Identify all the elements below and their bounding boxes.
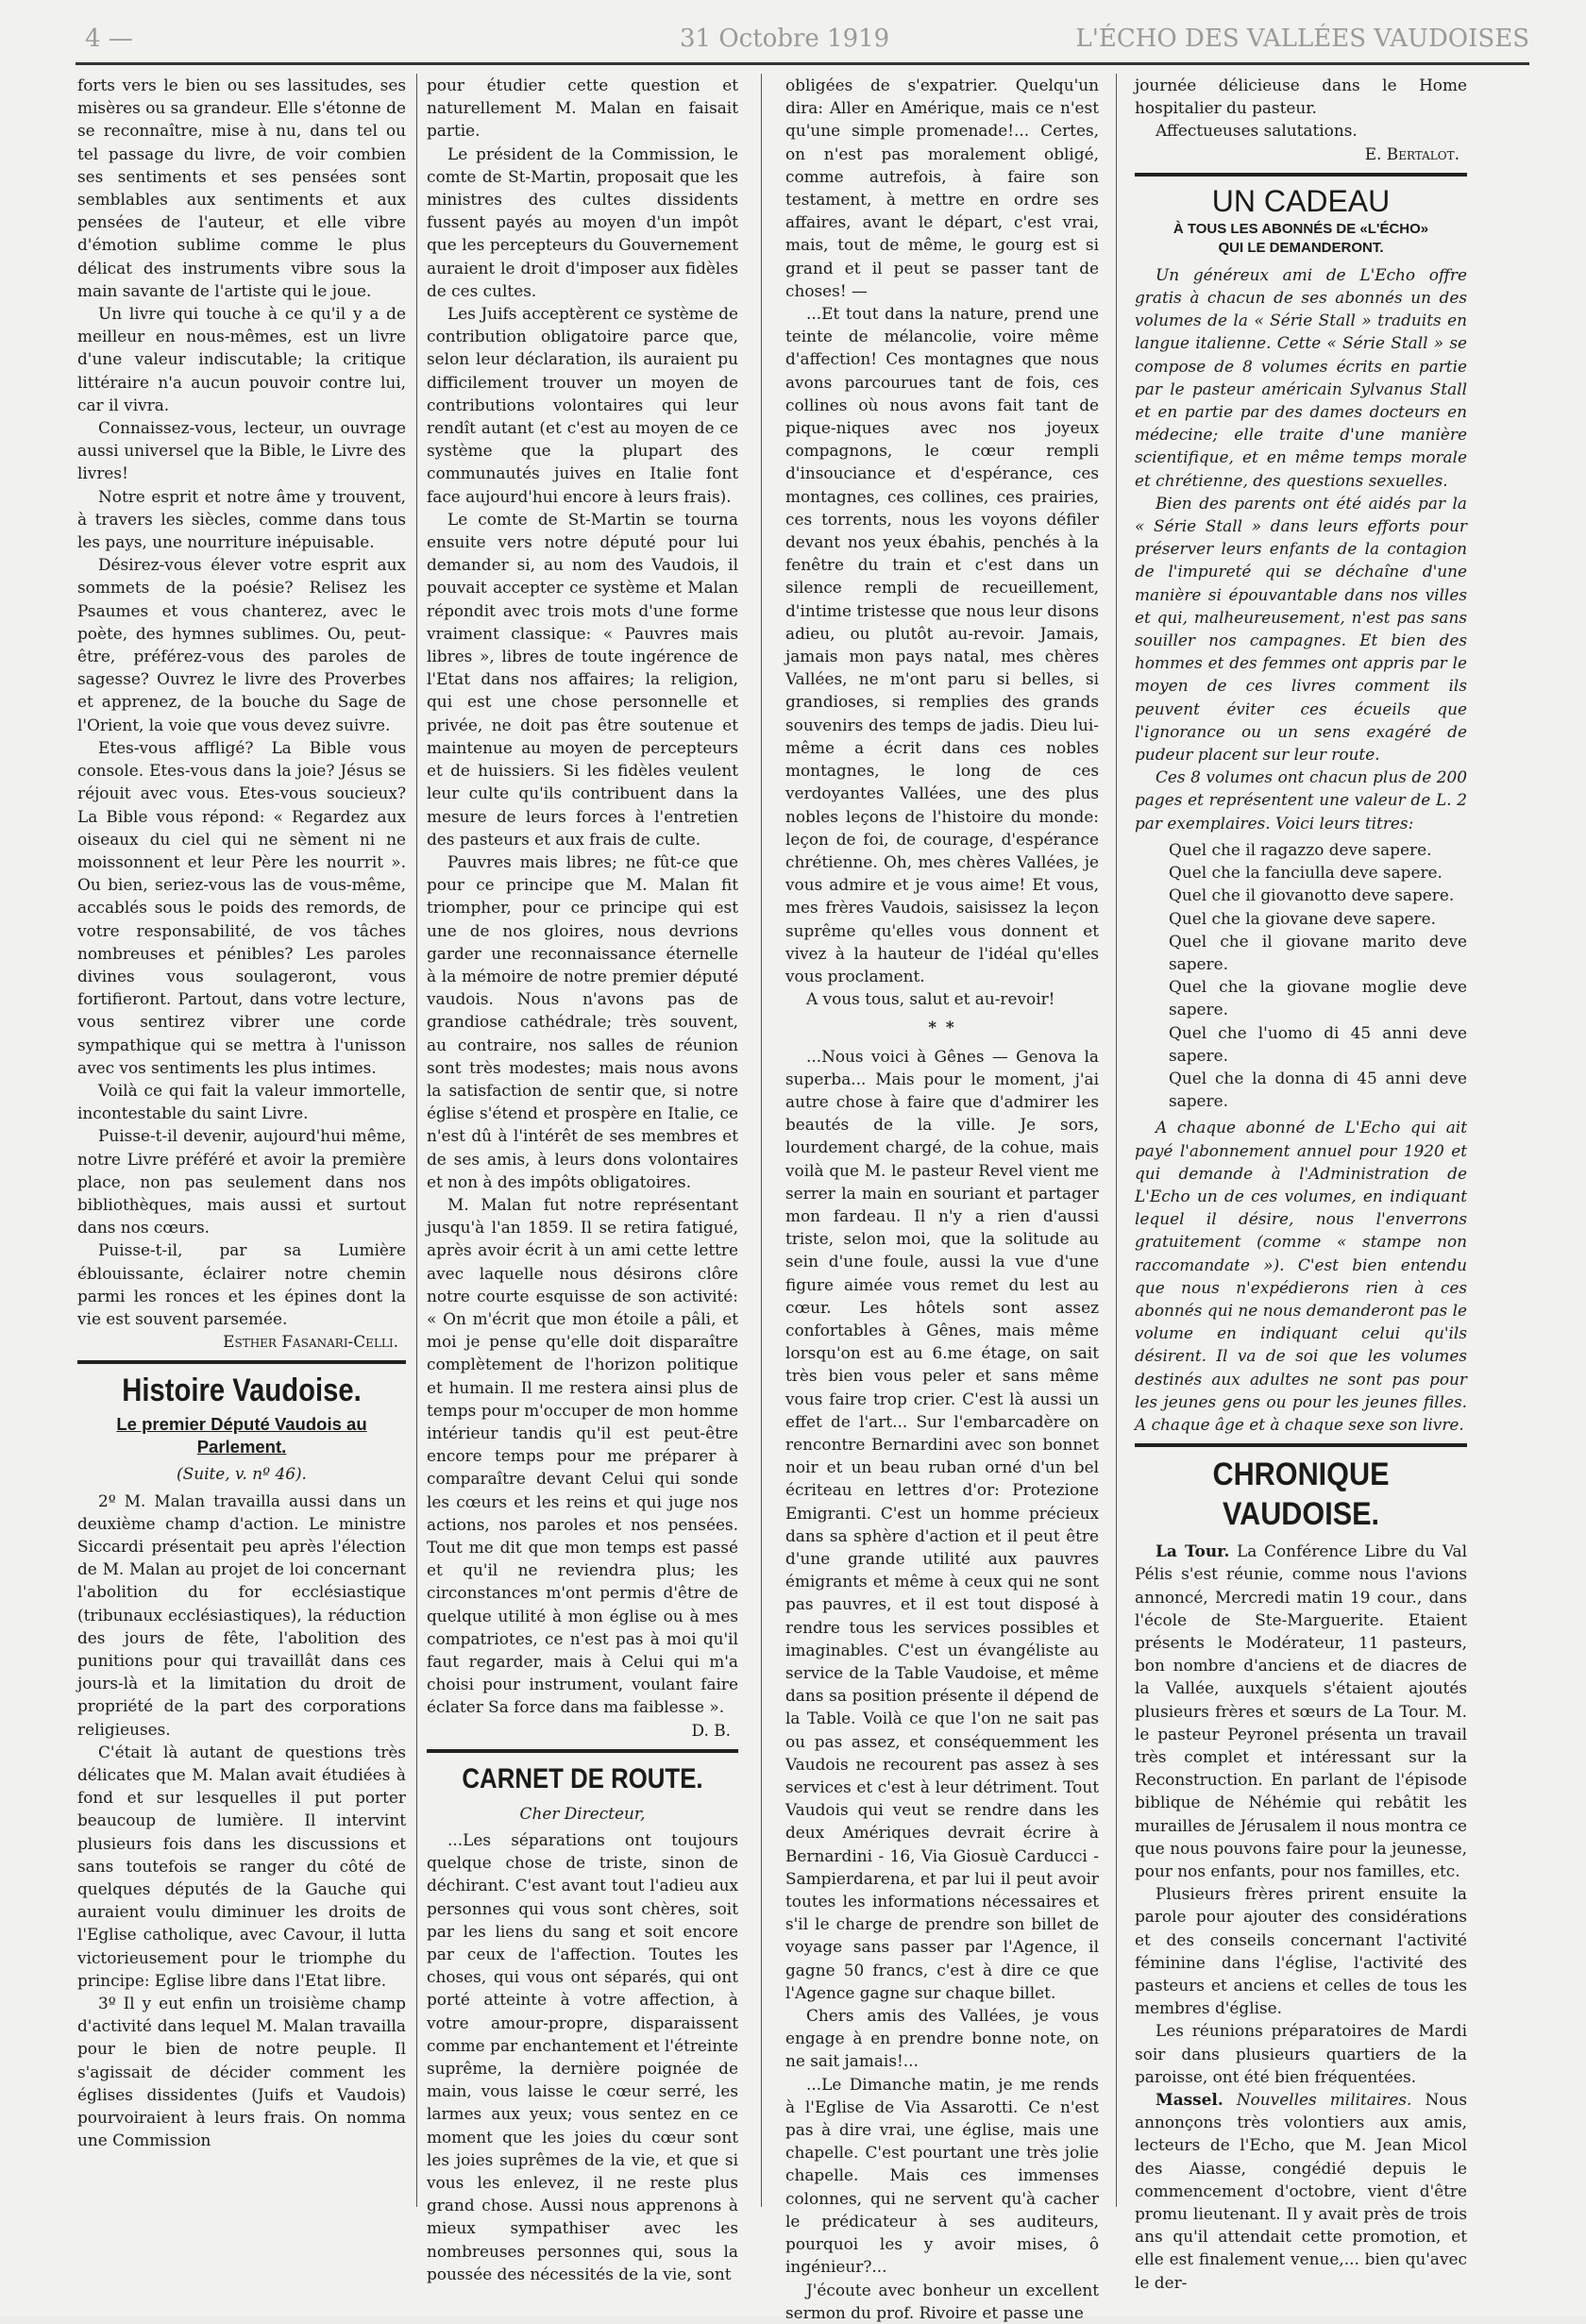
- paragraph: Chers amis des Vallées, je vous engage à en prendre bonne note, on ne sait jamais!...: [785, 2006, 1099, 2071]
- paragraph: Puisse-t-il, par sa Lumière éblouissante, éclairer notre chemin parmi les ronces et les épines dont la vie est souvent parsemée.: [77, 1240, 406, 1328]
- paragraph: journée délicieuse dans le Home hospitalier du pasteur.: [1135, 76, 1467, 118]
- paragraph: [1135, 2088, 1467, 2294]
- column-1: [77, 74, 406, 2282]
- rubric-label: Nouvelles militaires.: [1223, 2090, 1412, 2110]
- paragraph: C'était là autant de questions très délicates que M. Malan avait étudiées à fond et sur lesquelles il put porter beaucoup de lumière. Il intervint plusieurs fois dans les discussions et sans toutefois se ranger du côté de quelques députés de la Gauche qui auraient voulu diminuer les droits de l'Eglise catholique, avec Cavour, il lutta victorieusement pour le triomphe du principe: Eglise libre dans l'Etat libre.: [77, 1742, 406, 1990]
- header-rule: [76, 62, 1529, 65]
- paragraph: Le président de la Commission, le comte de St-Martin, proposait que les ministres des cultes dissidents fussent payés au moyen d'un impôt que les percepteurs du Gouvernement auraient le droit d'imposer aux fidèles de ces cultes.: [427, 143, 738, 300]
- section-rule: [1135, 173, 1467, 177]
- column-divider: [761, 74, 762, 2207]
- histoire-note: (Suite, v. nº 46).: [177, 1464, 307, 1484]
- header-journal-name: L'ÉCHO DES VALLÉES VAUDOISES: [1075, 25, 1529, 53]
- paragraph: 3º Il y eut enfin un troisième champ d'activité dans lequel M. Malan travailla pour le bien de notre peuple. Il s'agissait de décider comment les églises dissidentes (Juifs et Vaudois) pourvoiraient à leurs frais. On nomma une Commission: [77, 1994, 406, 2150]
- author-signature: D. B.: [691, 1720, 731, 1740]
- place-name: Massel.: [1156, 2090, 1223, 2110]
- cadeau-subtitle: QUI LE DEMANDERONT.: [1218, 239, 1384, 256]
- paragraph: [1135, 1540, 1467, 1882]
- paragraph: Notre esprit et notre âme y trouvent, à travers les siècles, comme dans tous les pays, une nourriture inépuisable.: [77, 486, 406, 552]
- column-2: [427, 74, 738, 2282]
- header-date: 31 Octobre 1919: [680, 25, 890, 53]
- list-item: Quel che la giovane moglie deve sapere.: [1169, 977, 1467, 1019]
- paragraph-text: Nous annonçons très volontiers aux amis, lecteurs de l'Echo, que M. Jean Micol des Aiasse, congédié depuis le commencement d'octobre, vient d'être promu lieutenant. Il y avait près de trois ans qu'il attendait cette promotion, et elle est finalement venue,... bien qu'avec le der-: [1135, 2090, 1467, 2292]
- paragraph: Les réunions préparatoires de Mardi soir dans plusieurs quartiers de la paroisse, ont été bien fréquentées.: [1135, 2021, 1467, 2086]
- paragraph: forts vers le bien ou ses lassitudes, ses misères ou sa grandeur. Elle s'étonne de se reconnaître, mise à nu, dans tel ou tel passage du livre, de voir combien ses sentiments et ses pensées sont semblables aux sentiments et aux pensées de l'auteur, et elle vibre d'émotion sublime comme le plus délicat des instruments vibre sous la main savante de l'artiste qui le joue.: [77, 76, 406, 300]
- paragraph: ...Le Dimanche matin, je me rends à l'Eglise de Via Assarotti. Ce n'est pas à dire vrai, une église, mais une chapelle. C'est pourtant une très jolie chapelle. Mais ces immenses colonnes, qui ne servent qu'à cacher le prédicateur à ses auditeurs, pourquoi les y avoir mises, ô ingénieur?...: [785, 2074, 1099, 2277]
- paragraph: Connaissez-vous, lecteur, un ouvrage aussi universel que la Bible, le Livre des livres!: [77, 418, 406, 483]
- paragraph: Affectueuses salutations.: [1156, 121, 1358, 141]
- paragraph: obligées de s'expatrier. Quelqu'un dira: Aller en Amérique, mais ce n'est qu'une simple promenade!... Certes, on n'est pas moralement obligé, comme autrefois, à faire son testament, à mettre en ordre ses affaires, avant le départ, c'est vrai, mais, tout de même, le gourg est si grand et il peut se passer tant de choses! —: [785, 76, 1099, 300]
- paragraph: ...Nous voici à Gênes — Genova la superba... Mais pour le moment, j'ai autre chose à faire que d'admirer les beautés de la ville. Je sors, lourdement chargé, de la cohue, mais voilà que M. le pasteur Revel vient me serrer la main en souriant et partager mon fardeau. Il n'y a rien d'aussi triste, selon moi, que la solitude au sein d'une foule, aussi la vue d'une figure aimée vous remet du lest au cœur. Les hôtels sont assez confortables à Gênes, mais même lorsqu'on est au 6.me étage, on sait très bien vous peler et sans même vous faire trop crier. C'est là aussi un effet de l'art... Sur l'embarcadère on rencontre Bernardini avec son bonnet noir et un beau ruban orné d'un bel écriteau en lettres d'or: Protezione Emigranti. C'est un homme précieux dans sa sphère d'action et il peut être d'une grande utilité aux pauvres émigrants et même à ceux qui ne sont pas pauvres, et il est tout disposé à rendre tous les services possibles et imaginables. C'est un évangéliste au service de la Table Vaudoise, et même dans sa position présente il dépend de la Table. Voilà ce que l'on ne sait pas ou pas assez, et conséquemment les Vaudois ne recourent pas assez à ses services et c'est à leur détriment. Tout Vaudois qui veut se rendre dans les deux Amériques devrait écrire à Bernardini - 16, Via Giosuè Carducci - Sampierdarena, et par lui il peut avoir toutes les informations nécessaires et s'il le charge de prendre son billet de voyage sans passer par l'Agence, il gagne 50 francs, c'est à dire ce que l'Agence gagne sur chaque billet.: [785, 1046, 1099, 2002]
- paragraph: Désirez-vous élever votre esprit aux sommets de la poésie? Relisez les Psaumes et vous chanterez, avec le poète, des hymnes sublimes. Ou, peut-être, préférez-vous des paroles de sagesse? Ouvrez le livre des Proverbes et apprenez, de la bouche du Sage de l'Orient, la voie que vous devez suivre.: [77, 555, 406, 734]
- column-divider: [1116, 74, 1117, 2207]
- section-rule: [1135, 1443, 1467, 1447]
- paragraph: Pauvres mais libres; ne fût-ce que pour ce principe que M. Malan fit triompher, pour ce principe qui est une de nos gloires, nous devrions garder une reconnaissance éternelle à la mémoire de notre premier député vaudois. Nous n'avons pas de grandiose cathédrale; très souvent, au contraire, nos salles de réunion sont très modestes; mais nous avons la satisfaction de sentir que, si notre église s'étend et prospère en Italie, ce n'est dû à l'intérêt de ses membres et de ses amis, à leurs dons volontaires et non à des impôts obligatoires.: [427, 851, 738, 1191]
- paragraph: Ces 8 volumes ont chacun plus de 200 pages et représentent une valeur de L. 2 par exemplaires. Voici leurs titres:: [1135, 767, 1467, 833]
- paragraph: Un livre qui touche à ce qu'il y a de meilleur en nous-mêmes, est un livre d'une valeur indiscutable; la critique littéraire n'a aucun pouvoir contre lui, car il vivra.: [77, 304, 406, 414]
- paragraph: Un généreux ami de L'Echo offre gratis à chacun de ses abonnés un des volumes de la « Série Stall » traduits en langue italienne. Cette « Série Stall » se compose de 8 volumes écrits en partie par le pasteur américain Sylvanus Stall et en partie par des dames docteurs en médecine; elle traite d'une manière scientifique, et en même temps morale et chrétienne, des questions sexuelles.: [1135, 264, 1467, 490]
- column-3: [785, 74, 1099, 2322]
- section-rule: [77, 1360, 406, 1364]
- list-item: Quel che la fanciulla deve sapere.: [1169, 863, 1443, 883]
- paragraph: A chaque abonné de L'Echo qui ait payé l'abonnement annuel pour 1920 et qui demande à l'Administration de L'Echo un de ces volumes, en indiquant lequel il désire, nous l'enverrons gratuitement (comme « stampe non raccomandate »). C'est bien entendu que nous n'expédierons rien à ces abonnés qui ne nous demanderont pas le volume en indiquant celui qu'ils désirent. Il va de soi que les volumes destinés aux adultes ne sont pas pour les jeunes gens ou pour les jeunes filles. A chaque âge et à chaque sexe son livre.: [1135, 1118, 1467, 1434]
- paragraph: ...Les séparations ont toujours quelque chose de triste, sinon de déchirant. C'est avant tout l'adieu aux personnes qui vous sont chères, soit par les liens du sang et soit encore par ceux de l'affection. Toutes les choses, qui vous ont séparés, qui ont porté atteinte à votre affection, à votre amour-propre, disparaissent comme par enchantement et l'étreinte suprême, la dernière poignée de main, vous laisse le cœur serré, les larmes aux yeux; vous sentez en ce moment que les joies du cœur sont les joies suprêmes de la vie, et que si vous les enlevez, il ne reste plus grand chose. Aussi nous apprenons à mieux sympathiser avec les nombreuses personnes qui, sous la poussée des nécessités de la vie, sont: [427, 1830, 738, 2283]
- list-item: Quel che il giovane marito deve sapere.: [1169, 931, 1467, 973]
- section-stars: * *: [928, 1018, 956, 1037]
- paragraph-text: La Conférence Libre du Val Pélis s'est réunie, comme nous l'avions annoncé, Mercredi matin 19 cour., dans l'école de Ste-Marguerite. Etaient présents le Modérateur, 11 pasteurs, bon nombre d'anciens et de diacres de la Vallée, auxquels s'étaient ajoutés plusieurs frères et sœurs de La Tour. M. le pasteur Peyronel présenta un travail très complet et intéressant sur la Reconstruction. En parlant de l'épisode biblique de Néhémie qui rebâtit les murailles de Jérusalem il nous montra ce que nous pouvons faire pour la jeunesse, pour nos enfants, pour nos familles, etc.: [1135, 1541, 1467, 1881]
- column-divider: [416, 74, 417, 2207]
- column-4: [1135, 74, 1467, 2292]
- paragraph: 2º M. Malan travailla aussi dans un deuxième champ d'action. Le ministre Siccardi présentait peu après l'élection de M. Malan au projet de loi concernant l'abolition du for ecclésiastique (tribunaux ecclésiastiques), la réduction des jours de fête, l'abolition des punitions pour qui travaillât dans ces jours-là et la limitation du droit de propriété de la part des corporations religieuses.: [77, 1490, 406, 1739]
- author-signature: Esther Fasanari-Celli.: [223, 1332, 398, 1352]
- cadeau-subtitle: À TOUS LES ABONNÉS DE «L'ÉCHO»: [1173, 220, 1429, 237]
- histoire-title: Histoire Vaudoise.: [122, 1373, 362, 1409]
- paragraph: Plusieurs frères prirent ensuite la parole pour ajouter des considérations et des conseils concernant l'activité féminine dans l'église, l'activité des pasteurs et anciens et celles de tous les membres d'église.: [1135, 1884, 1467, 2018]
- paragraph: pour étudier cette question et naturellement M. Malan en faisait partie.: [427, 76, 738, 141]
- paragraph: Les Juifs acceptèrent ce système de contribution obligatoire parce que, selon leur déclaration, ils auraient pu difficilement trouver un moyen de contributions volontaires qui leur rendît autant (et c'est au moyen de ce système que la plupart des communautés juives en Italie font face aujourd'hui encore à leurs frais).: [427, 304, 738, 506]
- list-item: Quel che l'uomo di 45 anni deve sapere.: [1169, 1022, 1467, 1065]
- volume-titles-list: [1169, 838, 1467, 1112]
- paragraph: ...Et tout dans la nature, prend une teinte de mélancolie, voire même d'affection! Ces montagnes que nous avons parcourues tant de fois, ces collines où nous avons fait tant de pique-niques avec nos joyeux compagnons, le cœur rempli d'insouciance et d'espérance, ces montagnes, ces collines, ces prairies, ces torrents, nous les voyons défiler devant nos yeux ébahis, penchés à la fenêtre du train et c'est dans un silence rempli de recueillement, d'intime tristesse que nous leur disons adieu, ou plutôt au-revoir. Jamais, jamais mon pays natal, mes chères Vallées, ne m'ont paru si belles, si grandioses, si remplies des grands souvenirs des temps de jadis. Dieu lui-même a écrit dans ces nobles montagnes, le long de ces verdoyantes Vallées, une des plus nobles leçons de l'histoire du monde: leçon de foi, de courage, d'espérance chrétienne. Oh, mes chères Vallées, je vous admire et je vous aime! Et vous, mes frères Vaudois, saisissez la leçon suprême qu'elles vous donnent et vivez à la hauteur de l'idéal qu'elles vous proclament.: [785, 304, 1099, 985]
- paragraph: A vous tous, salut et au-revoir!: [806, 989, 1055, 1009]
- place-name: La Tour.: [1156, 1541, 1230, 1561]
- list-item: Quel che la donna di 45 anni deve sapere.: [1169, 1068, 1467, 1111]
- carnet-salutation: Cher Directeur,: [519, 1803, 646, 1823]
- author-signature: E. Bertalot.: [1364, 143, 1459, 163]
- header-page-number: 4 —: [85, 25, 133, 53]
- carnet-title: CARNET DE ROUTE.: [462, 1762, 703, 1794]
- paragraph: Le comte de St-Martin se tourna ensuite vers notre député pour lui demander si, au nom des Vaudois, il pouvait accepter ce système et Malan répondit avec trois mots d'une forme vraiment classique: « Pauvres mais libres », libres de toute ingérence de l'Etat dans nos affaires; la religion, qui est une chose personnelle et privée, ne doit pas être soutenue et maintenue au moyen de percepteurs et de huissiers. Si les fidèles veulent leur culte qu'ils contribuent dans la mesure de leurs forces à l'entretien des pasteurs et aux frais de culte.: [427, 509, 738, 849]
- paragraph: M. Malan fut notre représentant jusqu'à l'an 1859. Il se retira fatigué, après avoir écrit à un ami cette lettre avec laquelle nous désirons clôre notre courte esquisse de son activité: « On m'écrit que mon étoile a pâli, et moi je pense qu'elle doit disparaître complètement de l'horizon politique et humain. Il me restera ainsi plus de temps pour m'occuper de mon homme intérieur tandis qu'il est peut-être encore temps pour me préparer à comparaître devant Celui qui sonde les cœurs et les reins et qui juge nos actions, nos paroles et nos pensées. Tout me dit que mon temps est passé et qu'il ne reviendra plus; les circonstances m'ont permis d'être de quelque utilité à mon église ou à mes compatriotes, ce n'est pas à moi qu'il faut regarder, mais à Celui qui m'a choisi pour instrument, voulant faire éclater Sa force dans ma faiblesse ».: [427, 1194, 738, 1717]
- list-item: Quel che la giovane deve sapere.: [1169, 908, 1436, 928]
- paragraph: Bien des parents ont été aidés par la « Série Stall » dans leurs efforts pour préserver leurs enfants de la contagion de l'impureté qui se déchaîne d'une manière si épouvantable dans nos villes et qui, malheureusement, n'est pas sans souiller nos campagnes. Et bien des hommes et des femmes ont appris par le moyen de ces livres comment ils peuvent éviter ces écueils que l'ignorance ou un sens exagéré de pudeur placent sur leur route.: [1135, 493, 1467, 765]
- histoire-subtitle: Le premier Député Vaudois au Parlement.: [116, 1414, 367, 1457]
- chronique-title: CHRONIQUE VAUDOISE.: [1212, 1457, 1390, 1533]
- list-item: Quel che il giovanotto deve sapere.: [1169, 885, 1455, 905]
- paragraph: Puisse-t-il devenir, aujourd'hui même, notre Livre préféré et avoir la première place, non pas seulement dans nos bibliothèques, mais aussi et surtout dans nos cœurs.: [77, 1126, 406, 1238]
- running-header: [76, 17, 1529, 62]
- cadeau-title: UN CADEAU: [1211, 183, 1391, 218]
- paragraph: Voilà ce qui fait la valeur immortelle, incontestable du saint Livre.: [77, 1080, 406, 1123]
- paragraph: J'écoute avec bonheur un excellent sermon du prof. Rivoire et passe une: [785, 2280, 1099, 2322]
- list-item: Quel che il ragazzo deve sapere.: [1169, 839, 1432, 859]
- paragraph: Etes-vous affligé? La Bible vous console. Etes-vous dans la joie? Jésus se réjouit avec vous. Etes-vous soucieux? La Bible vous répond: « Regardez aux oiseaux du ciel qui ne sèment ni ne moissonnent et leur Père les nourrit ». Ou bien, seriez-vous las de vous-même, accablés sous le poids des remords, de votre responsabilité, de vos tâches nombreuses et pénibles? Les paroles divines vous soulageront, vous fortifieront. Partout, dans votre lecture, vous sentirez vibrer une corde sympathique qui se mettra à l'unisson avec vos sentiments les plus intimes.: [77, 737, 406, 1077]
- section-rule: [427, 1749, 738, 1753]
